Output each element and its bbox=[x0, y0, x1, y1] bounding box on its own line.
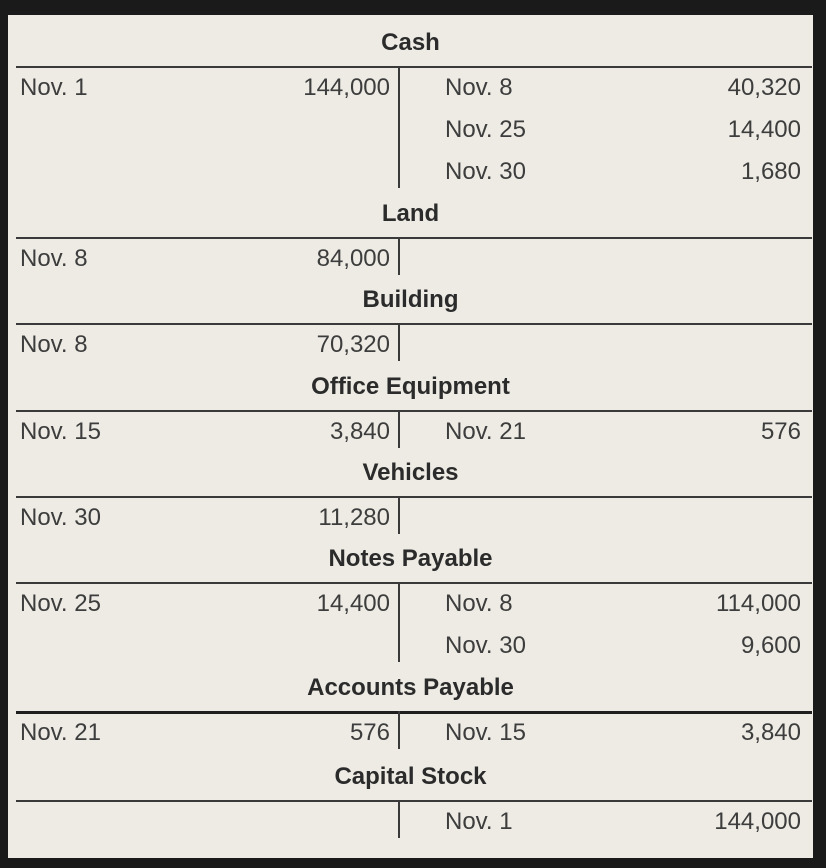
credit-amount: 1,680 bbox=[740, 158, 801, 185]
t-account-accounts-payable bbox=[8, 662, 813, 754]
debit-date: Nov. 25 bbox=[20, 590, 101, 617]
t-account-cash bbox=[8, 17, 813, 193]
account-title: Office Equipment bbox=[311, 373, 510, 400]
debit-amount: 576 bbox=[349, 719, 390, 746]
debit-date: Nov. 8 bbox=[20, 331, 88, 358]
t-account-notes-payable bbox=[8, 533, 813, 667]
debit-amount: 3,840 bbox=[329, 418, 390, 445]
credit-amount: 576 bbox=[760, 418, 801, 445]
credit-date: Nov. 30 bbox=[445, 158, 526, 185]
ledger-row bbox=[8, 109, 813, 151]
credit-date: Nov. 1 bbox=[445, 808, 513, 835]
account-title: Building bbox=[362, 286, 459, 313]
credit-date: Nov. 15 bbox=[445, 719, 526, 746]
debit-amount: 144,000 bbox=[303, 74, 390, 101]
ledger-row bbox=[8, 151, 813, 193]
credit-date: Nov. 25 bbox=[445, 116, 526, 143]
ledger-row bbox=[8, 712, 813, 754]
ledger-row bbox=[8, 625, 813, 667]
credit-amount: 14,400 bbox=[727, 116, 801, 143]
ledger-row bbox=[8, 801, 813, 843]
t-account-capital-stock bbox=[8, 751, 813, 843]
ledger-row bbox=[8, 324, 813, 366]
account-title: Notes Payable bbox=[328, 545, 493, 572]
t-account-vehicles bbox=[8, 447, 813, 539]
credit-date: Nov. 21 bbox=[445, 418, 526, 445]
t-accounts-panel bbox=[8, 15, 813, 858]
credit-date: Nov. 30 bbox=[445, 632, 526, 659]
credit-date: Nov. 8 bbox=[445, 590, 513, 617]
debit-amount: 70,320 bbox=[316, 331, 390, 358]
debit-date: Nov. 15 bbox=[20, 418, 101, 445]
t-account-land bbox=[8, 188, 813, 280]
credit-date: Nov. 8 bbox=[445, 74, 513, 101]
t-account-building bbox=[8, 274, 813, 366]
account-title: Vehicles bbox=[362, 459, 459, 486]
ledger-row bbox=[8, 67, 813, 109]
account-title: Capital Stock bbox=[334, 763, 487, 790]
account-title: Cash bbox=[381, 29, 440, 56]
debit-amount: 14,400 bbox=[316, 590, 390, 617]
debit-date: Nov. 1 bbox=[20, 74, 88, 101]
account-title: Accounts Payable bbox=[307, 674, 514, 701]
debit-date: Nov. 21 bbox=[20, 719, 101, 746]
credit-amount: 40,320 bbox=[727, 74, 801, 101]
credit-amount: 9,600 bbox=[740, 632, 801, 659]
credit-amount: 144,000 bbox=[714, 808, 801, 835]
account-title: Land bbox=[381, 200, 440, 227]
debit-amount: 11,280 bbox=[318, 504, 390, 531]
debit-date: Nov. 30 bbox=[20, 504, 101, 531]
credit-amount: 114,000 bbox=[716, 590, 801, 617]
t-account-office-equipment bbox=[8, 361, 813, 453]
debit-amount: 84,000 bbox=[316, 245, 390, 272]
ledger-row bbox=[8, 583, 813, 625]
credit-amount: 3,840 bbox=[740, 719, 801, 746]
debit-date: Nov. 8 bbox=[20, 245, 88, 272]
